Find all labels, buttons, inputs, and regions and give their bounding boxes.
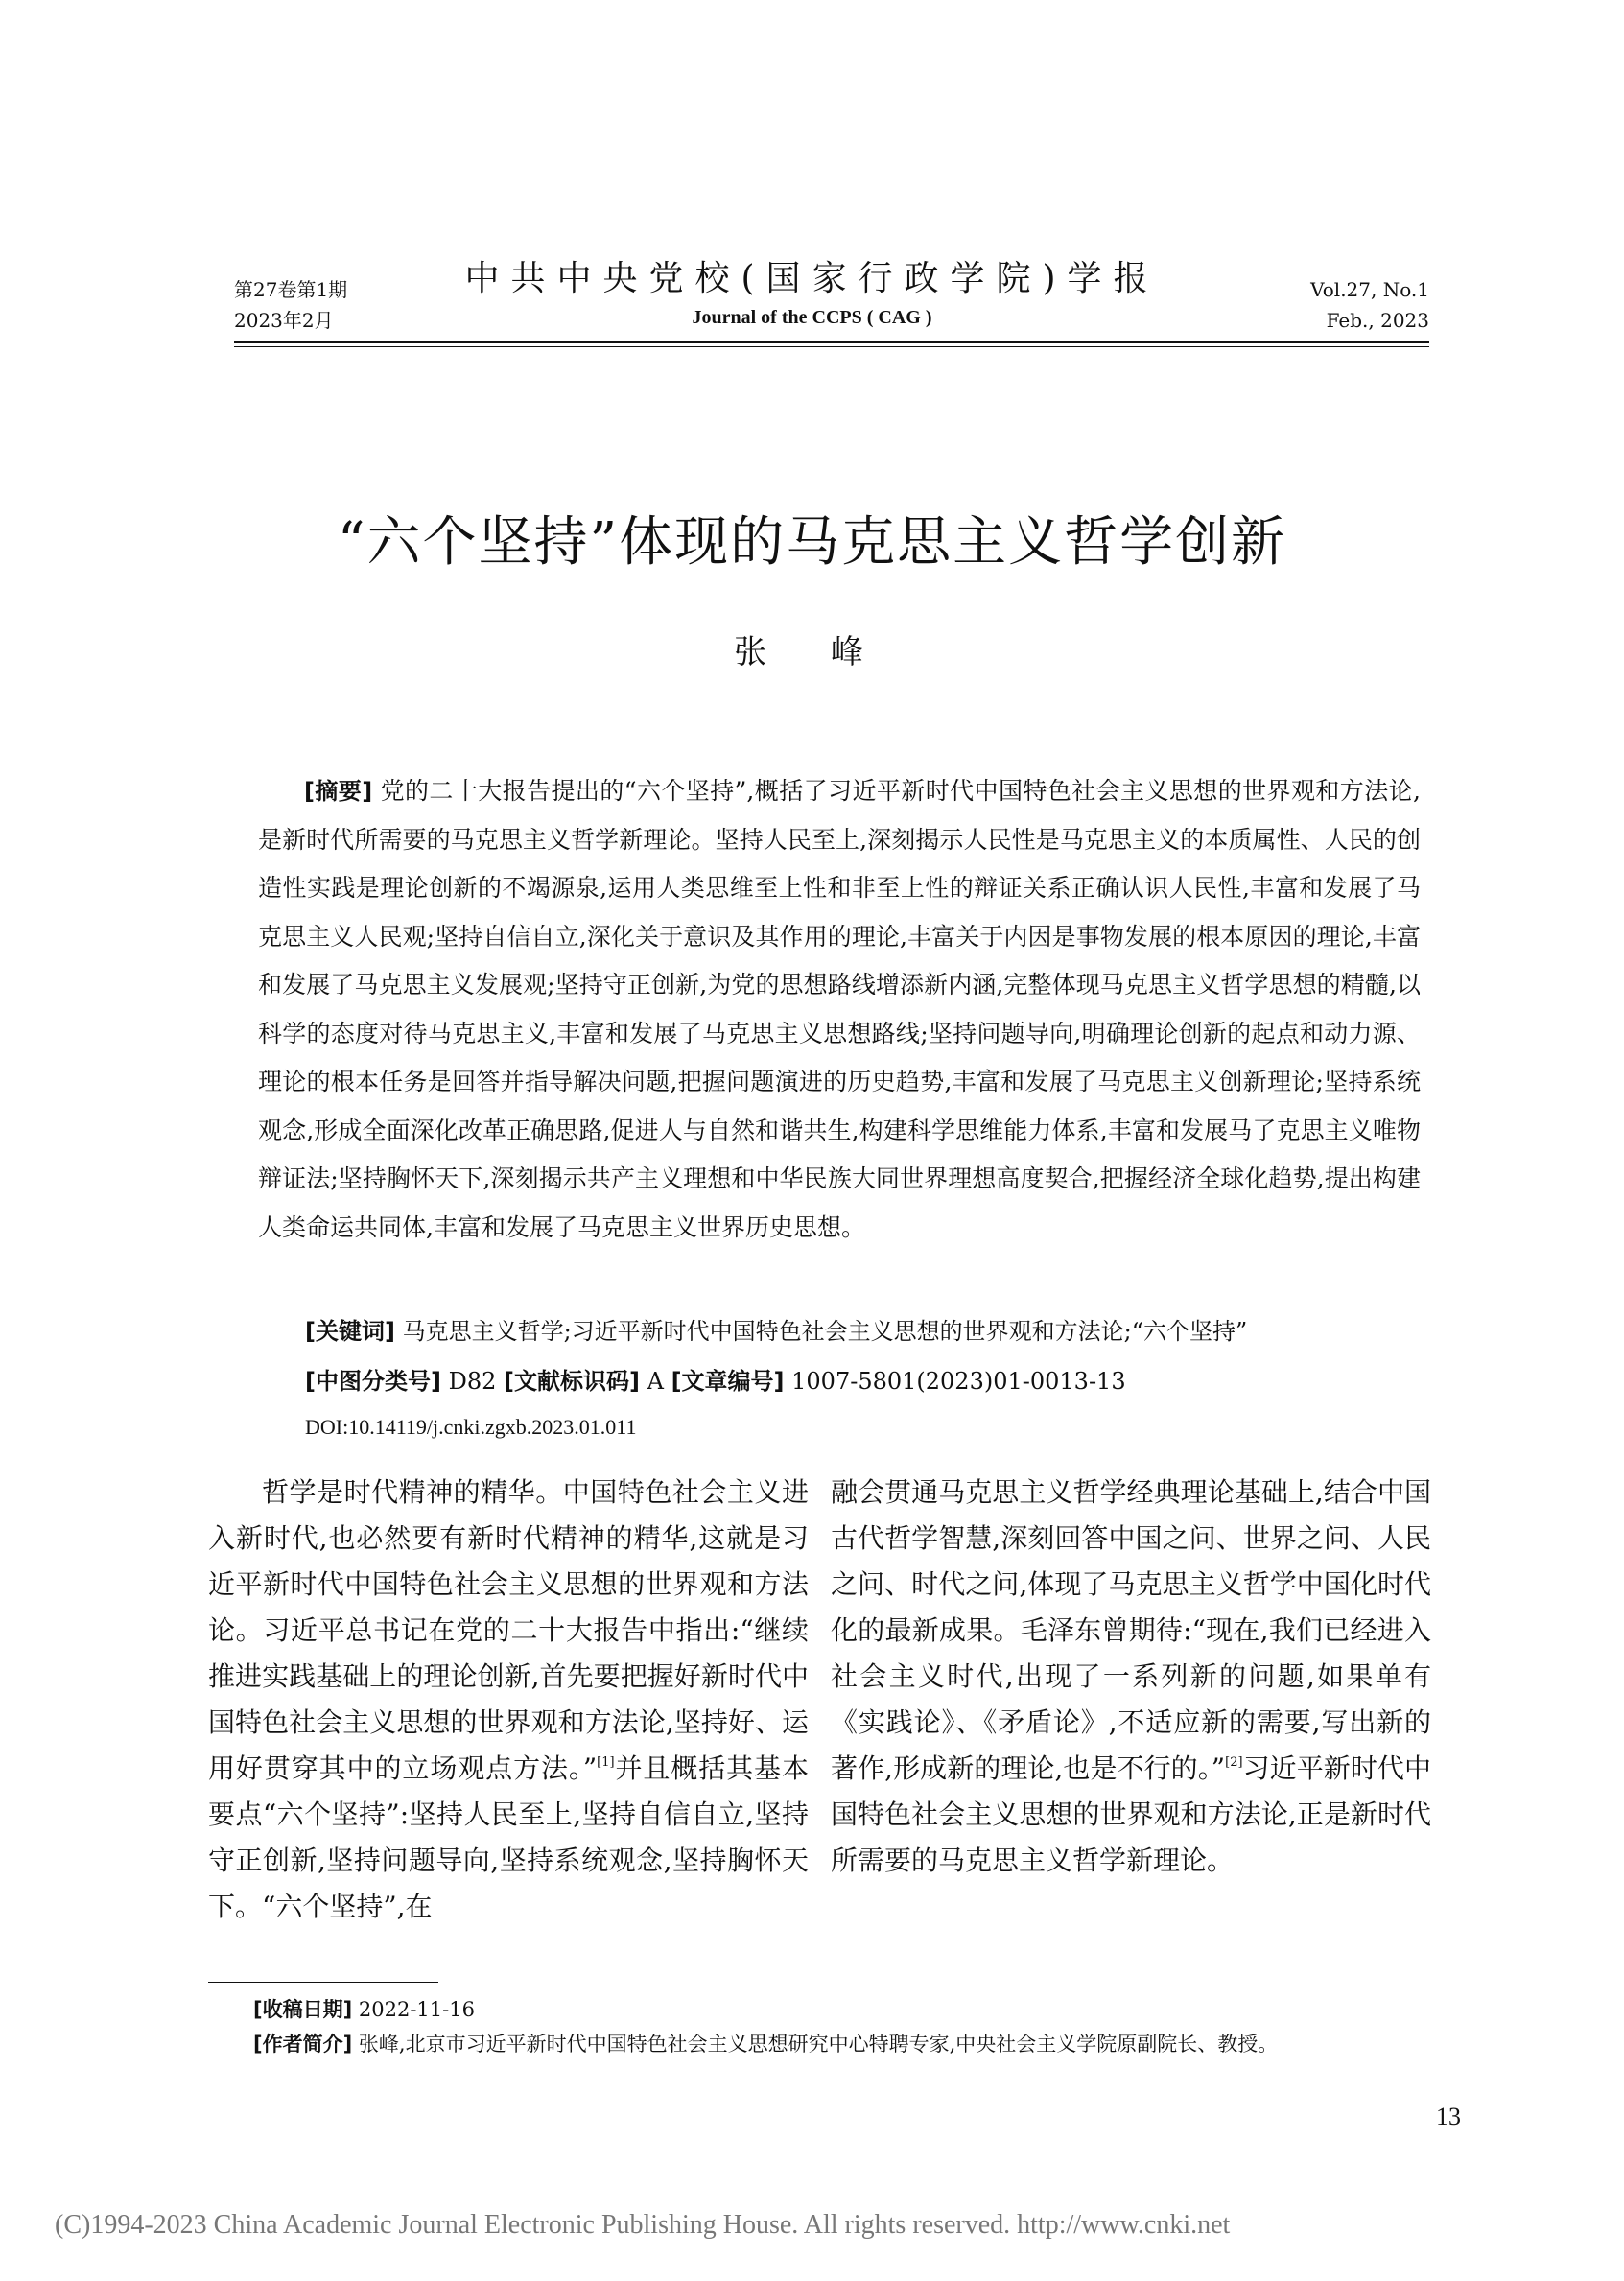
doi: DOI:10.14119/j.cnki.zgxb.2023.01.011	[305, 1415, 637, 1439]
author-bio-tag: [作者简介]	[253, 2033, 353, 2056]
doc-code-value: A	[647, 1368, 664, 1395]
journal-title-en: Journal of the CCPS ( CAG )	[692, 307, 932, 328]
body-column-right	[831, 1470, 1431, 1884]
clc-value: D82	[448, 1368, 497, 1395]
issue-volume: 第27卷第1期	[234, 278, 348, 301]
header-rule	[234, 341, 1429, 343]
body-left-text-a: 哲学是时代精神的精华。中国特色社会主义进入新时代,也必然要有新时代精神的精华,这就是习近平新时代中国特色社会主义思想的世界观和方法论。习近平总书记在党的二十大报告中指出:“继续推进实践基础上的理论创新,首先要把握好新时代中国特色社会主义思想的世界观和方法论,坚持好、运用好贯穿其中的立场观点方法。”	[208, 1476, 809, 1784]
footnote-rule	[208, 1982, 438, 1983]
issue-volume-en: Vol.27, No.1	[1310, 278, 1429, 301]
article-author: 张 峰	[734, 633, 890, 671]
received-tag: [收稿日期]	[253, 1998, 353, 2021]
doc-code-tag: [文献标识码]	[504, 1368, 640, 1395]
copyright-line: (C)1994-2023 China Academic Journal Electronic Publishing House. All rights reserved. http://www.cnki.net	[55, 2210, 1231, 2240]
abstract-tag: [摘要]	[304, 778, 373, 805]
page-number: 13	[1436, 2103, 1461, 2130]
author-bio	[253, 2028, 1433, 2060]
body-column-left	[208, 1470, 809, 1930]
abstract-text: 党的二十大报告提出的“六个坚持”,概括了习近平新时代中国特色社会主义思想的世界观和方法论,是新时代所需要的马克思主义哲学新理论。坚持人民至上,深刻揭示人民性是马克思主义的本质属性、人民的创造性实践是理论创新的不竭源泉,运用人类思维至上性和非至上性的辩证关系正确认识人民性,丰富和发展了马克思主义人民观;坚持自信自立,深化关于意识及其作用的理论,丰富关于内因是事物发展的根本原因的理论,丰富和发展了马克思主义发展观;坚持守正创新,为党的思想路线增添新内涵,完整体现马克思主义哲学思想的精髓,以科学的态度对待马克思主义,丰富和发展了马克思主义思想路线;坚持问题导向,明确理论创新的起点和动力源、理论的根本任务是回答并指导解决问题,把握问题演进的历史趋势,丰富和发展了马克思主义创新理论;坚持系统观念,形成全面深化改革正确思路,促进人与自然和谐共生,构建科学思维能力体系,丰富和发展马了克思主义唯物辩证法;坚持胸怀天下,深刻揭示共产主义理想和中华民族大同世界理想高度契合,把握经济全球化趋势,提出构建人类命运共同体,丰富和发展了马克思主义世界历史思想。	[258, 777, 1422, 1241]
received-date	[253, 1993, 1433, 2026]
received-value: 2022-11-16	[358, 1998, 475, 2021]
issue-date: 2023年2月	[234, 309, 334, 332]
author-bio-text: 张峰,北京市习近平新时代中国特色社会主义思想研究中心特聘专家,中央社会主义学院原副院长、教授。	[358, 2033, 1279, 2056]
article-title: “六个坚持”体现的马克思主义哲学创新	[337, 511, 1287, 574]
classification	[305, 1364, 1427, 1399]
header-rule-thin	[234, 346, 1429, 347]
journal-title-cn: 中共中央党校(国家行政学院)学报	[464, 259, 1160, 298]
issue-info-en	[1310, 274, 1429, 336]
citation-2[interactable]: [2]	[1225, 1755, 1243, 1770]
citation-1[interactable]: [1]	[597, 1755, 615, 1770]
keywords	[305, 1314, 1427, 1349]
article-no-tag: [文章编号]	[671, 1368, 785, 1395]
article-no-value: 1007-5801(2023)01-0013-13	[791, 1368, 1126, 1395]
keywords-tag: [关键词]	[305, 1318, 395, 1345]
issue-date-en: Feb., 2023	[1326, 309, 1429, 332]
clc-tag: [中图分类号]	[305, 1368, 441, 1395]
keywords-text: 马克思主义哲学;习近平新时代中国特色社会主义思想的世界观和方法论;“六个坚持”	[402, 1318, 1248, 1345]
abstract	[258, 767, 1421, 1252]
body-right-text-b: 习近平新时代中国特色社会主义思想的世界观和方法论,正是新时代所需要的马克思主义哲学新理论。	[831, 1752, 1431, 1876]
body-left-text-b: 并且概括其基本要点“六个坚持”:坚持人民至上,坚持自信自立,坚持守正创新,坚持问题导向,坚持系统观念,坚持胸怀天下。“六个坚持”,在	[208, 1752, 809, 1922]
body-right-text-a: 融会贯通马克思主义哲学经典理论基础上,结合中国古代哲学智慧,深刻回答中国之问、世界之问、人民之问、时代之问,体现了马克思主义哲学中国化时代化的最新成果。毛泽东曾期待:“现在,我们已经进入社会主义时代,出现了一系列新的问题,如果单有《实践论》、《矛盾论》,不适应新的需要,写出新的著作,形成新的理论,也是不行的。”	[831, 1476, 1431, 1784]
